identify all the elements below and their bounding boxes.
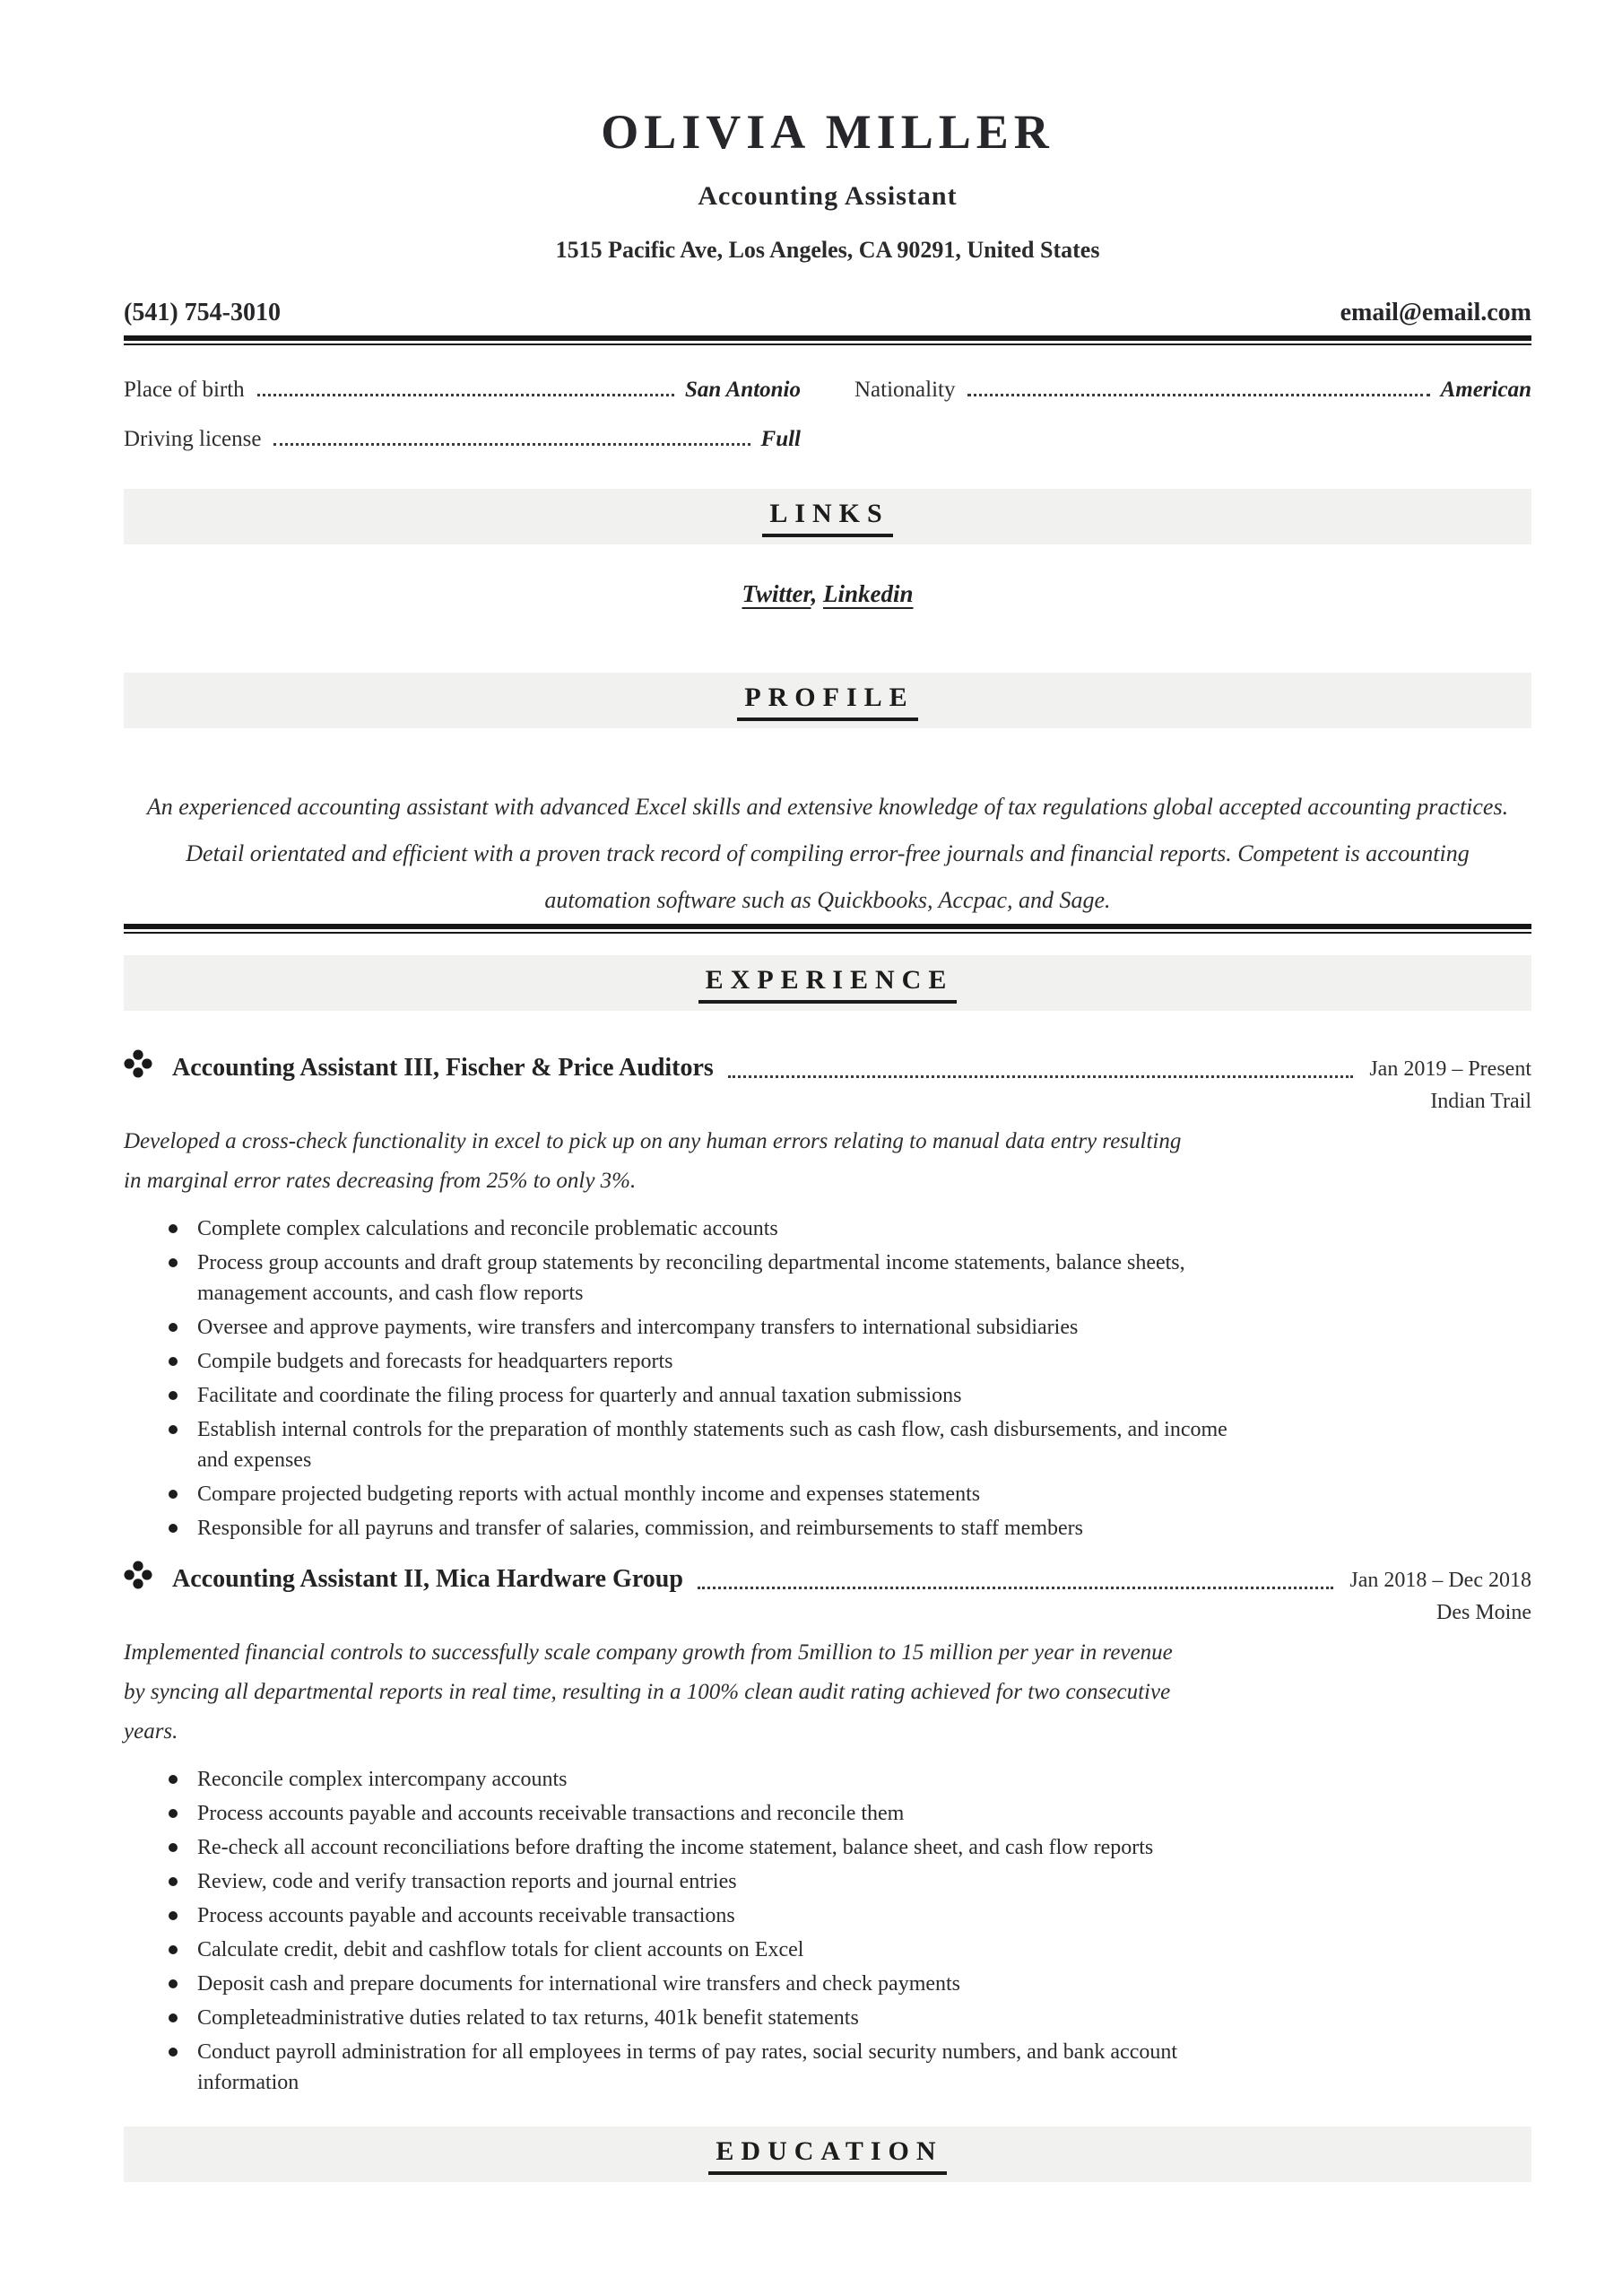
double-rule-middle <box>124 924 1531 934</box>
twitter-link[interactable]: Twitter <box>742 580 811 607</box>
dotted-leader <box>967 394 1429 396</box>
diamond-dots-icon <box>124 1561 152 1594</box>
linkedin-link[interactable]: Linkedin <box>823 580 914 607</box>
bullet-item: Establish internal controls for the preparation of monthly statements such as cash flow, cash disbursements, and income and expenses <box>145 1414 1255 1475</box>
dotted-leader <box>698 1587 1333 1589</box>
links-section-title: LINKS <box>762 497 892 537</box>
bullet-item: Facilitate and coordinate the filing process for quarterly and annual taxation submissions <box>145 1380 1255 1411</box>
diamond-dots-icon <box>124 1049 152 1083</box>
phone-number: (541) 754-3010 <box>124 299 281 326</box>
job-title-row <box>124 1558 1531 1596</box>
bullet-item: Oversee and approve payments, wire transfers and intercompany transfers to international subsidiaries <box>145 1312 1255 1343</box>
bullet-item: Review, code and verify transaction reports and journal entries <box>145 1866 1255 1897</box>
detail-value: San Antonio <box>684 378 801 402</box>
detail-driving-license <box>124 425 801 453</box>
job-title: Accounting Assistant II, Mica Hardware Group <box>172 1565 683 1593</box>
job-title: Accounting Assistant III, Fischer & Price Auditors <box>172 1054 714 1082</box>
job-bullet-list <box>145 1213 1531 1544</box>
personal-details <box>124 376 1531 453</box>
link-separator: , <box>811 580 823 607</box>
person-name: OLIVIA MILLER <box>601 105 1054 159</box>
detail-value: Full <box>760 427 801 451</box>
detail-place-of-birth <box>124 376 801 404</box>
bullet-item: Conduct payroll administration for all employees in terms of pay rates, social security numbers, and bank account information <box>145 2037 1255 2098</box>
profile-section-title: PROFILE <box>737 681 917 721</box>
detail-value: American <box>1440 378 1531 402</box>
bullet-item: Calculate credit, debit and cashflow totals for client accounts on Excel <box>145 1935 1255 1965</box>
bullet-item: Reconcile complex intercompany accounts <box>145 1764 1255 1795</box>
bullet-item: Process accounts payable and accounts receivable transactions and reconcile them <box>145 1798 1255 1829</box>
bullet-item: Process accounts payable and accounts receivable transactions <box>145 1900 1255 1931</box>
links-row <box>124 578 1531 609</box>
job-location: Des Moine <box>1436 1601 1531 1624</box>
bullet-item: Complete complex calculations and reconcile problematic accounts <box>145 1213 1255 1244</box>
email-address: email@email.com <box>1340 299 1531 326</box>
job-dates: Jan 2018 – Dec 2018 <box>1349 1569 1531 1592</box>
person-job-title: Accounting Assistant <box>698 181 958 211</box>
job-entry-1 <box>124 1047 1531 1544</box>
job-summary: Implemented financial controls to successfully scale company growth from 5million to 15 million per year in revenue by syncing all departmental reports in real time, resulting in a 100% clean audit rating achieved for two consecutive years. <box>124 1640 1173 1744</box>
bullet-item: Process group accounts and draft group statements by reconciling departmental income statements, balance sheets, management accounts, and cash flow reports <box>145 1248 1255 1309</box>
job-dates: Jan 2019 – Present <box>1369 1057 1531 1081</box>
dotted-leader <box>273 443 750 446</box>
bullet-item: Re-check all account reconciliations before drafting the income statement, balance sheet, and cash flow reports <box>145 1832 1255 1863</box>
education-section-header <box>124 2126 1531 2182</box>
job-location: Indian Trail <box>1430 1090 1531 1113</box>
experience-section-header <box>124 955 1531 1011</box>
detail-label: Place of birth <box>124 378 245 402</box>
dotted-leader <box>257 394 674 396</box>
education-section-title: EDUCATION <box>708 2135 946 2175</box>
job-summary: Developed a cross-check functionality in excel to pick up on any human errors relating to manual data entry resulting in marginal error rates decreasing from 25% to only 3%. <box>124 1129 1182 1193</box>
job-bullet-list <box>145 1764 1531 2098</box>
links-section-header <box>124 489 1531 544</box>
detail-label: Driving license <box>124 427 262 451</box>
bullet-item: Completeadministrative duties related to tax returns, 401k benefit statements <box>145 2003 1255 2033</box>
bullet-item: Deposit cash and prepare documents for international wire transfers and check payments <box>145 1969 1255 1999</box>
experience-section-title: EXPERIENCE <box>698 963 958 1004</box>
dotted-leader <box>728 1075 1354 1078</box>
job-title-row <box>124 1047 1531 1085</box>
bullet-item: Responsible for all payruns and transfer of salaries, commission, and reimbursements to staff members <box>145 1513 1255 1544</box>
profile-section-header <box>124 673 1531 728</box>
bullet-item: Compare projected budgeting reports with actual monthly income and expenses statements <box>145 1479 1255 1509</box>
double-rule-top <box>124 335 1531 345</box>
detail-label: Nationality <box>854 378 956 402</box>
detail-nationality <box>854 376 1531 404</box>
contact-row <box>124 298 1531 328</box>
address-line: 1515 Pacific Ave, Los Angeles, CA 90291, United States <box>555 237 1100 263</box>
bullet-item: Compile budgets and forecasts for headquarters reports <box>145 1346 1255 1377</box>
job-entry-2 <box>124 1558 1531 2098</box>
profile-text: An experienced accounting assistant with advanced Excel skills and extensive knowledge of tax regulations global accepted accounting practices. Detail orientated and efficient with a proven track record of compiling error-free journals and financial reports. Competent is accounting automation software such as Quickbooks, Accpac, and Sage. <box>146 794 1509 913</box>
